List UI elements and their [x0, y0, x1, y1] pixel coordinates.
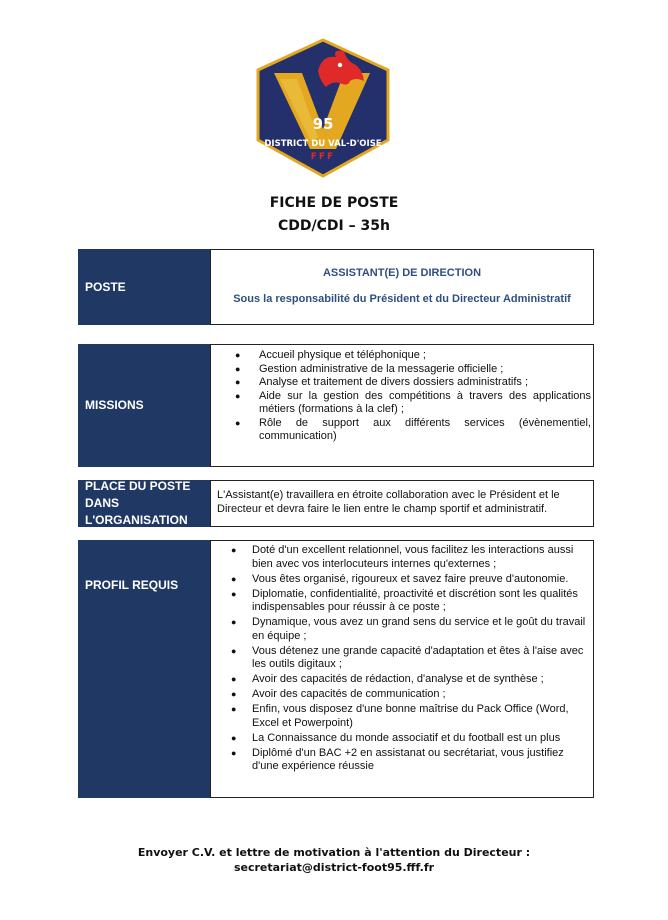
section-poste: [78, 249, 594, 325]
list-item: ● Dynamique, vous avez un grand sens du service et le goût du travail en équipe ;: [231, 616, 586, 642]
list-item: ● Diplomatie, confidentialité, proactivité et discrétion sont les qualités indispensables pour réussir à ce poste ;: [231, 587, 578, 613]
district-logo: [252, 37, 394, 179]
section-label-place: PLACE DU POSTE DANS L'ORGANISATION: [78, 480, 210, 527]
logo-number: 95: [312, 115, 334, 133]
list-item: ● Aide sur la gestion des compétitions à travers des applications métiers (formations à la clef) ;: [235, 389, 591, 415]
document-title: FICHE DE POSTE: [269, 195, 399, 211]
contract-type: CDD/CDI – 35h: [278, 218, 390, 234]
bullet-icon: ●: [231, 617, 237, 627]
bullet-icon: ●: [235, 417, 241, 428]
bullet-icon: ●: [231, 747, 237, 758]
list-item: ● Doté d'un excellent relationnel, vous facilitez les interactions aussi bien avec vos interlocuteurs internes qu'externes ;: [231, 544, 574, 570]
list-item: ● Analyse et traitement de divers dossiers administratifs ;: [235, 376, 529, 388]
list-item: ● Gestion administrative de la messagerie officielle ;: [235, 362, 504, 375]
job-title: ASSISTANT(E) DE DIRECTION: [322, 267, 482, 279]
section-label-missions: MISSIONS: [78, 344, 210, 467]
logo-federation: FFF: [310, 152, 336, 162]
bullet-icon: ●: [231, 573, 237, 584]
contact-email[interactable]: secretariat@district-foot95.fff.fr: [233, 861, 435, 874]
missions-list: [211, 349, 593, 444]
list-item: ● Enfin, vous disposez d'une bonne maîtrise du Pack Office (Word, Excel et Powerpoint): [231, 703, 569, 729]
application-instructions: Envoyer C.V. et lettre de motivation à l'attention du Directeur :: [137, 846, 531, 859]
section-content-poste: [210, 249, 594, 325]
section-content-place: L'Assistant(e) travaillera en étroite collaboration avec le Président et le Directeur et devra faire le lien entre le champ sportif et administratif.: [210, 480, 594, 527]
bullet-icon: ●: [231, 545, 237, 555]
profil-list: [211, 544, 593, 774]
list-item: ● Vous détenez une grande capacité d'adaptation et êtes à l'aise avec les outils digitaux ;: [231, 644, 584, 670]
list-item: ● La Connaissance du monde associatif et du football est un plus: [231, 731, 561, 744]
bullet-icon: ●: [231, 588, 237, 599]
section-profil: [78, 540, 594, 798]
section-missions: [78, 344, 594, 467]
bullet-icon: ●: [231, 674, 237, 684]
list-item: ● Vous êtes organisé, rigoureux et savez faire preuve d'autonomie.: [231, 572, 569, 585]
section-place: [78, 480, 594, 527]
list-item: ● Accueil physique et téléphonique ;: [235, 349, 426, 361]
bullet-icon: ●: [235, 390, 241, 401]
list-item: ● Rôle de support aux différents services (évènementiel, communication): [235, 416, 591, 442]
section-label-poste: POSTE: [78, 249, 210, 325]
list-item: ● Avoir des capacités de communication ;: [231, 688, 446, 700]
section-content-profil: [210, 540, 594, 798]
bullet-icon: ●: [235, 377, 241, 387]
bullet-icon: ●: [235, 350, 241, 360]
list-item: ● Avoir des capacités de rédaction, d'analyse et de synthèse ;: [231, 673, 544, 685]
section-content-missions: [210, 344, 594, 467]
list-item: ● Diplômé d'un BAC +2 en assistanat ou secrétariat, vous justifiez d'une expérience réussie: [231, 746, 564, 772]
bullet-icon: ●: [231, 645, 237, 656]
bullet-icon: ●: [231, 732, 237, 743]
section-label-profil: PROFIL REQUIS: [78, 540, 210, 798]
job-reporting-line: Sous la responsabilité du Président et du Directeur Administratif: [233, 292, 571, 305]
bullet-icon: ●: [235, 363, 241, 374]
logo-name: DISTRICT DU VAL-D'OISE: [264, 139, 382, 149]
bullet-icon: ●: [231, 704, 237, 714]
bullet-icon: ●: [231, 689, 237, 699]
